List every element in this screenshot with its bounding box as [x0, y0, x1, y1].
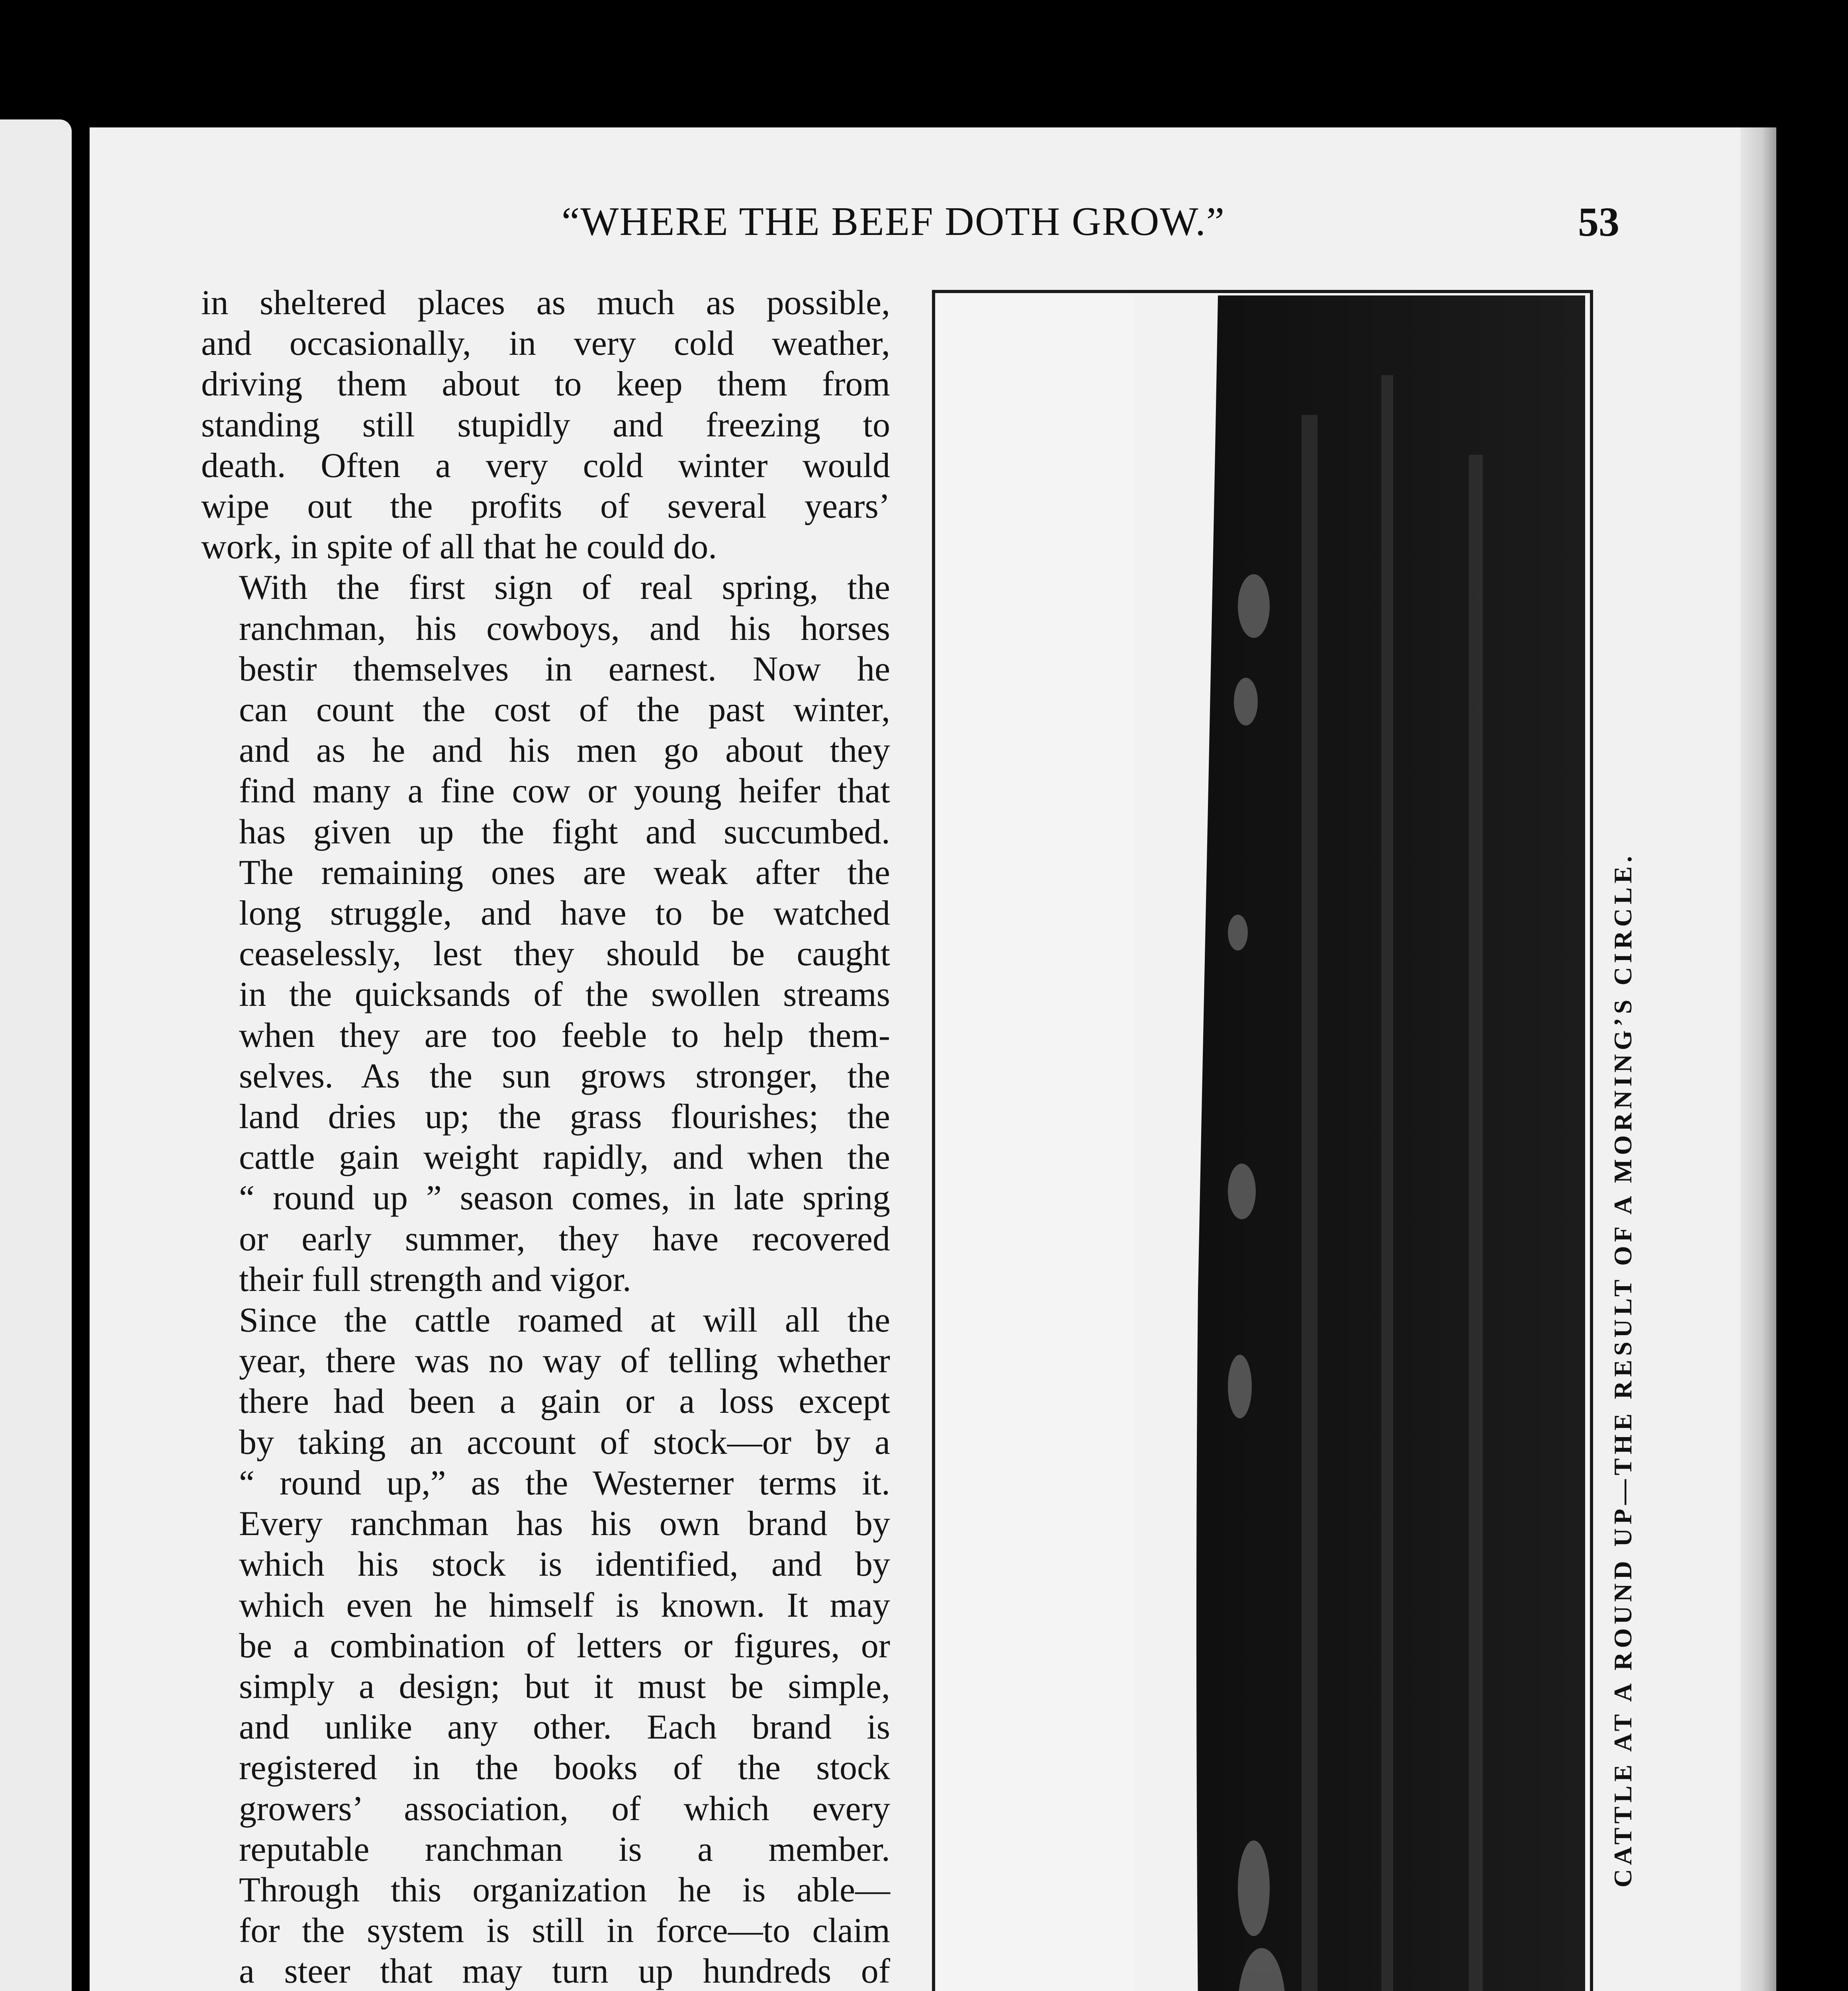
- text-line: Since the cattle roamed at will all the: [239, 1301, 890, 1340]
- text-line: ranchman, his cowboys, and his horses: [239, 609, 890, 648]
- text-line: and as he and his men go about they: [239, 731, 890, 770]
- facing-page-edge: [0, 119, 72, 1991]
- text-line: by taking an account of stock—or by a: [239, 1423, 890, 1462]
- cattle-roundup-photograph: [1134, 295, 1585, 1991]
- text-line: registered in the books of the stock: [239, 1748, 890, 1788]
- text-line: when they are too feeble to help them-: [239, 1016, 890, 1055]
- text-line: “ round up ” season comes, in late spring: [239, 1179, 890, 1218]
- text-line: bestir themselves in earnest. Now he: [239, 649, 890, 688]
- text-line: land dries up; the grass flourishes; the: [239, 1097, 890, 1136]
- text-line: be a combination of letters or figures, or: [239, 1626, 890, 1665]
- text-line: and occasionally, in very cold weather,: [201, 324, 890, 363]
- text-line: their full strength and vigor.: [239, 1260, 631, 1299]
- text-line: a steer that may turn up hundreds of: [239, 1952, 890, 1991]
- text-line: or early summer, they have recovered: [239, 1219, 890, 1258]
- paragraph: [201, 283, 890, 567]
- text-line: and unlike any other. Each brand is: [239, 1708, 890, 1747]
- text-line: The remaining ones are weak after the: [239, 853, 890, 892]
- text-line: cattle gain weight rapidly, and when the: [239, 1138, 890, 1177]
- text-line: in sheltered places as much as possible,: [201, 284, 890, 322]
- text-line: find many a fine cow or young heifer that: [239, 772, 890, 811]
- text-line: which even he himself is known. It may: [239, 1586, 890, 1625]
- plate-caption: CATTLE AT A ROUND UP—THE RESULT OF A MORNING’S CIRCLE.: [1609, 852, 1637, 1887]
- text-line: reputable ranchman is a member.: [239, 1830, 890, 1869]
- text-line: driving them about to keep them from: [201, 365, 890, 404]
- text-line: “ round up,” as the Westerner terms it.: [239, 1463, 890, 1502]
- text-line: With the first sign of real spring, the: [239, 568, 890, 607]
- running-title: “WHERE THE BEEF DOTH GROW.”: [562, 199, 1225, 244]
- text-line: Through this organization he is able—: [239, 1870, 890, 1909]
- paragraph: [201, 567, 890, 1300]
- text-line: in the quicksands of the swollen streams: [239, 975, 890, 1014]
- text-line: has given up the fight and succumbed.: [239, 812, 890, 851]
- text-line: death. Often a very cold winter would: [201, 446, 890, 485]
- text-line: for the system is still in force—to claim: [239, 1911, 890, 1950]
- text-line: year, there was no way of telling whether: [239, 1342, 890, 1381]
- body-text-column: [201, 283, 890, 1991]
- text-line: selves. As the sun grows stronger, the: [239, 1056, 890, 1095]
- text-line: growers’ association, of which every: [239, 1789, 890, 1828]
- text-line: wipe out the profits of several years’: [201, 487, 890, 526]
- page-fore-edge: [1740, 127, 1776, 1991]
- text-line: ceaselessly, lest they should be caught: [239, 935, 890, 974]
- page-number: 53: [1578, 199, 1619, 245]
- text-line: Every ranchman has his own brand by: [239, 1504, 890, 1543]
- text-line: long struggle, and have to be watched: [239, 894, 890, 933]
- photograph-artwork: [1134, 295, 1585, 1991]
- text-line: there had been a gain or a loss except: [239, 1382, 890, 1421]
- text-line: can count the cost of the past winter,: [239, 690, 890, 730]
- text-line: simply a design; but it must be simple,: [239, 1667, 890, 1706]
- text-line: standing still stupidly and freezing to: [201, 405, 890, 444]
- text-line: work, in spite of all that he could do.: [201, 528, 717, 567]
- text-line: which his stock is identified, and by: [239, 1545, 890, 1584]
- paragraph: [201, 1300, 890, 1991]
